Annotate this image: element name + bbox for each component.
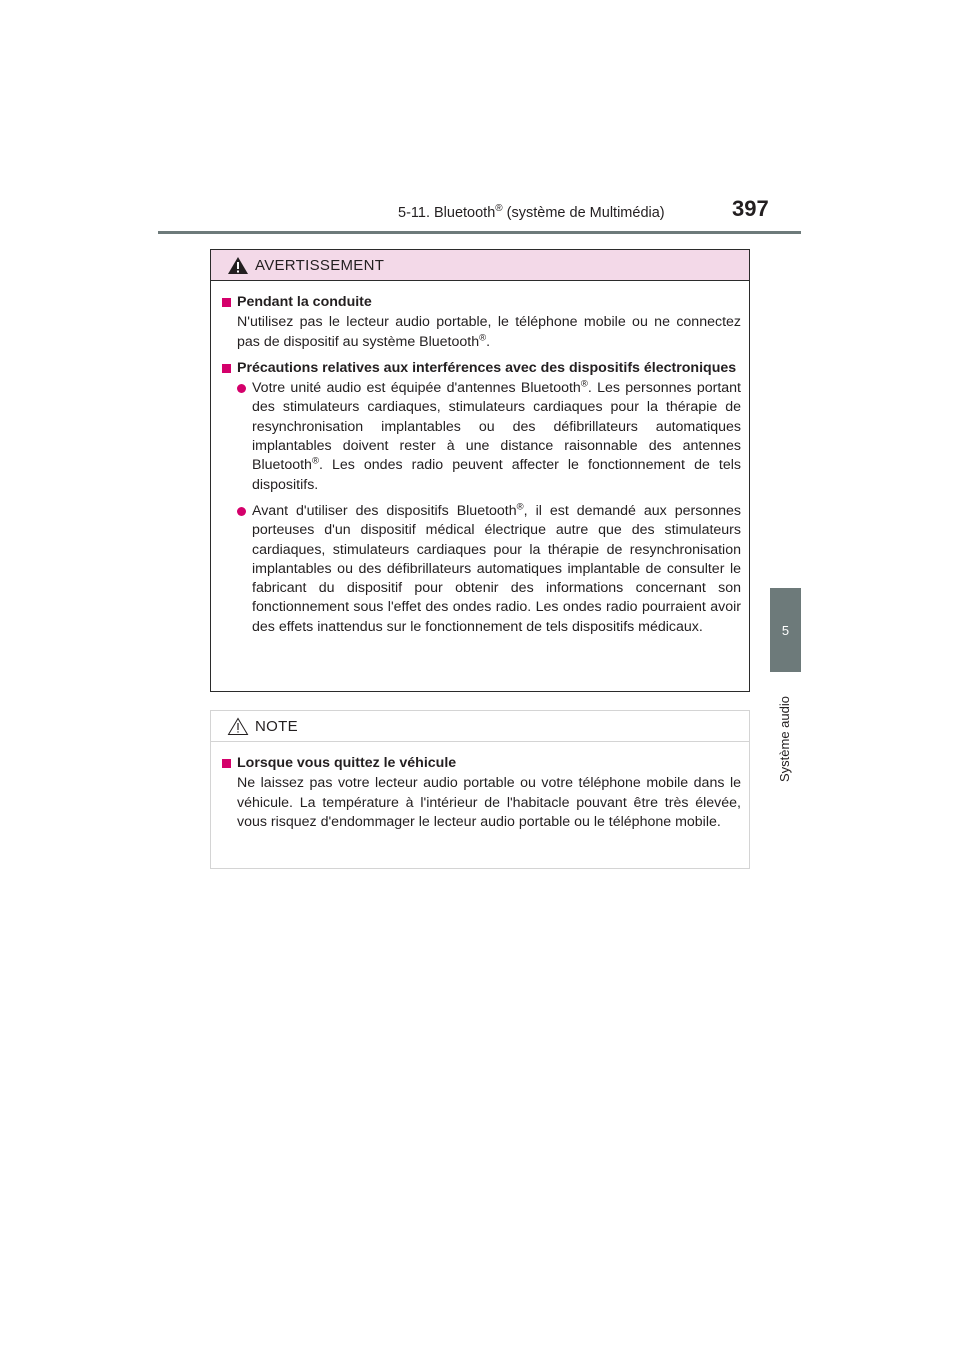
section-title: Précautions relatives aux interférences avec des dispositifs électroniques	[237, 359, 737, 376]
section-title: Pendant la conduite	[237, 294, 372, 310]
bullet-list	[222, 379, 741, 637]
warning-heading: AVERTISSEMENT	[255, 256, 385, 274]
page-number: 397	[732, 196, 769, 221]
circle-bullet-icon	[237, 507, 246, 516]
warning-body	[211, 281, 749, 637]
square-bullet-icon	[222, 759, 231, 768]
registered-mark: ®	[311, 455, 319, 467]
text: Avant d'utiliser des dispositifs Bluetooth	[252, 502, 517, 519]
registered-mark: ®	[479, 331, 487, 343]
square-bullet-icon	[222, 364, 231, 373]
list-item-text	[252, 379, 741, 495]
note-header	[211, 711, 749, 742]
circle-bullet-icon	[237, 384, 246, 393]
registered-mark: ®	[516, 501, 524, 513]
list-item	[237, 379, 741, 495]
section-heading	[222, 754, 741, 773]
chapter-tab	[770, 588, 801, 672]
paragraph: Ne laissez pas votre lecteur audio portable ou votre téléphone mobile dans le véhicule. La température à l'intérieur de l'habitacle pouvant être très élevée, vous risquez d'endommager le lecteur audio portable ou le téléphone mobile.	[237, 775, 741, 830]
warning-triangle-icon	[227, 256, 249, 275]
header-rule	[158, 231, 801, 234]
section-heading	[222, 359, 741, 378]
list-item-text	[252, 502, 741, 637]
note-body	[211, 742, 749, 832]
text: N'utilisez pas le lecteur audio portable, le téléphone mobile ou ne connectez pas de dispositif au système Bluetooth	[237, 314, 741, 350]
note-heading: NOTE	[255, 717, 298, 735]
text: Votre unité audio est équipée d'antennes Bluetooth	[252, 380, 581, 397]
text: .	[486, 333, 491, 350]
registered-mark: ®	[580, 378, 588, 390]
list-item	[237, 502, 741, 637]
section-heading	[222, 293, 741, 312]
header-section-title	[398, 203, 665, 221]
note-box	[210, 710, 750, 869]
square-bullet-icon	[222, 298, 231, 307]
text: . Les personnes portant des stimulateurs cardiaques, stimulateurs cardiaques pour la thérapie de resynchronisation implantables ou des défibrillateurs automatiques implantables doivent rester à une distance raisonnable des antennes Bluetooth	[252, 380, 741, 474]
title-suffix: (système de Multimédia)	[502, 204, 665, 221]
warning-box	[210, 249, 750, 692]
chapter-label: Système audio	[777, 696, 792, 782]
text: , il est demandé aux personnes porteuses d'un dispositif médical électrique autre que des stimulateurs cardiaques, stimulateurs cardiaques pour la thérapie de resynchronisation implantables ou des défibrillateurs automatiques implantable de consulter le fabricant du dispositif pour obtenir des informations concernant son fonctionnement sous l'effet des ondes radio. Les ondes radio pourraient avoir des effets inattendus sur le fonctionnement de tels dispositifs médicaux.	[252, 502, 742, 635]
registered-mark: ®	[495, 203, 503, 214]
text: . Les ondes radio peuvent affecter le fonctionnement de tels dispositifs.	[252, 457, 741, 493]
section-title: Lorsque vous quittez le véhicule	[237, 755, 457, 771]
caution-triangle-icon	[227, 717, 249, 736]
chapter-number: 5	[781, 622, 790, 638]
paragraph	[222, 313, 741, 352]
title-prefix: 5-11. Bluetooth	[398, 204, 496, 221]
warning-header	[211, 250, 749, 281]
